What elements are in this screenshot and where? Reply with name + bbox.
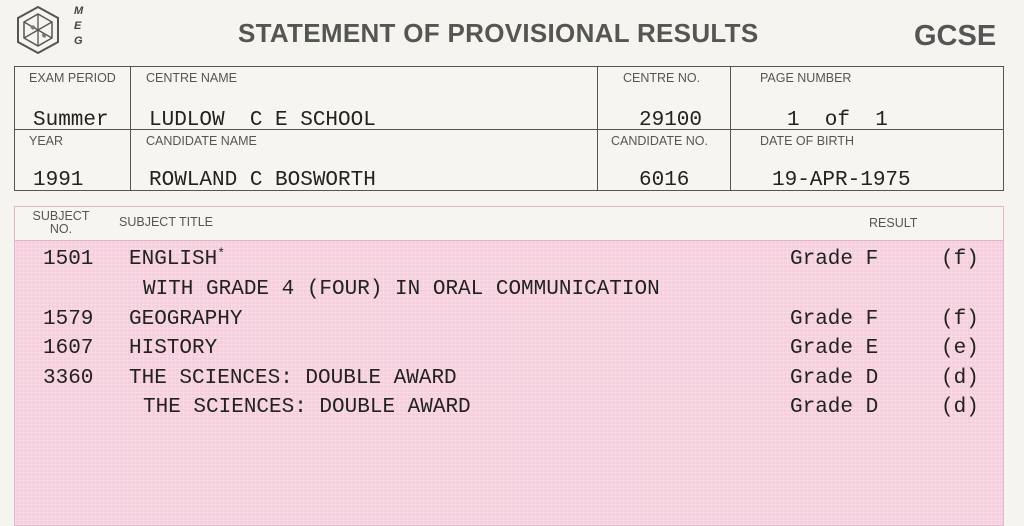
candidate-name-value: ROWLAND C BOSWORTH (149, 169, 376, 192)
subject-no-header: SUBJECT NO. (32, 209, 90, 236)
results-box (14, 206, 1004, 526)
subject-title: WITH GRADE 4 (FOUR) IN ORAL COMMUNICATION (143, 278, 660, 301)
logo-letter-e: E (74, 20, 82, 32)
footnote-mark: * (217, 246, 226, 261)
meg-logo-icon (12, 4, 64, 56)
result-row (15, 308, 1003, 338)
centre-no-label: CENTRE NO. (623, 71, 701, 85)
candidate-no-label: CANDIDATE NO. (611, 134, 708, 148)
subject-title: THE SCIENCES: DOUBLE AWARD (129, 367, 457, 390)
year-label: YEAR (29, 134, 64, 148)
page-title: STATEMENT OF PROVISIONAL RESULTS (238, 18, 759, 48)
grade-code: (f) (941, 308, 979, 331)
centre-name-label: CENTRE NAME (146, 71, 237, 85)
grade: Grade E (790, 337, 879, 360)
grade: Grade D (790, 396, 879, 419)
grade: Grade F (790, 308, 879, 331)
dob-value: 19-APR-1975 (772, 169, 911, 192)
grade: Grade D (790, 367, 879, 390)
meg-wordmark (74, 4, 83, 49)
centre-no-value: 29100 (639, 109, 703, 132)
subject-no: 1579 (43, 308, 94, 331)
result-row (15, 396, 1003, 426)
exam-period-value: Summer (33, 109, 109, 132)
subject-no: 1607 (43, 337, 94, 360)
grade-code: (d) (941, 367, 979, 390)
candidate-name-label: CANDIDATE NAME (146, 134, 257, 148)
grade-code: (e) (941, 337, 979, 360)
candidate-info-box (14, 66, 1004, 191)
grade: Grade F (790, 248, 879, 271)
result-row (15, 278, 1003, 308)
dob-label: DATE OF BIRTH (760, 134, 854, 148)
centre-name-value: LUDLOW C E SCHOOL (149, 109, 376, 132)
page-number-value: 1 of 1 (787, 109, 888, 132)
results-body (15, 241, 1003, 525)
result-row (15, 337, 1003, 367)
subject-title-header: SUBJECT TITLE (119, 215, 214, 229)
result-row (15, 367, 1003, 397)
subject-no: 1501 (43, 248, 94, 271)
subject-no: 3360 (43, 367, 94, 390)
grade-code: (d) (941, 396, 979, 419)
qualification-label: GCSE (914, 20, 997, 52)
result-header: RESULT (869, 216, 918, 230)
subject-title: THE SCIENCES: DOUBLE AWARD (143, 396, 471, 419)
result-row (15, 248, 1003, 278)
subject-title: GEOGRAPHY (129, 308, 243, 331)
candidate-no-value: 6016 (639, 169, 690, 192)
page-number-label: PAGE NUMBER (760, 71, 852, 85)
results-header (15, 207, 1003, 241)
logo-letter-m: M (74, 5, 84, 17)
subject-title: HISTORY (129, 337, 218, 360)
grade-code: (f) (941, 248, 979, 271)
logo-letter-g: G (74, 35, 83, 47)
year-value: 1991 (33, 169, 84, 192)
subject-title: ENGLISH* (129, 246, 226, 271)
exam-period-label: EXAM PERIOD (29, 71, 116, 85)
